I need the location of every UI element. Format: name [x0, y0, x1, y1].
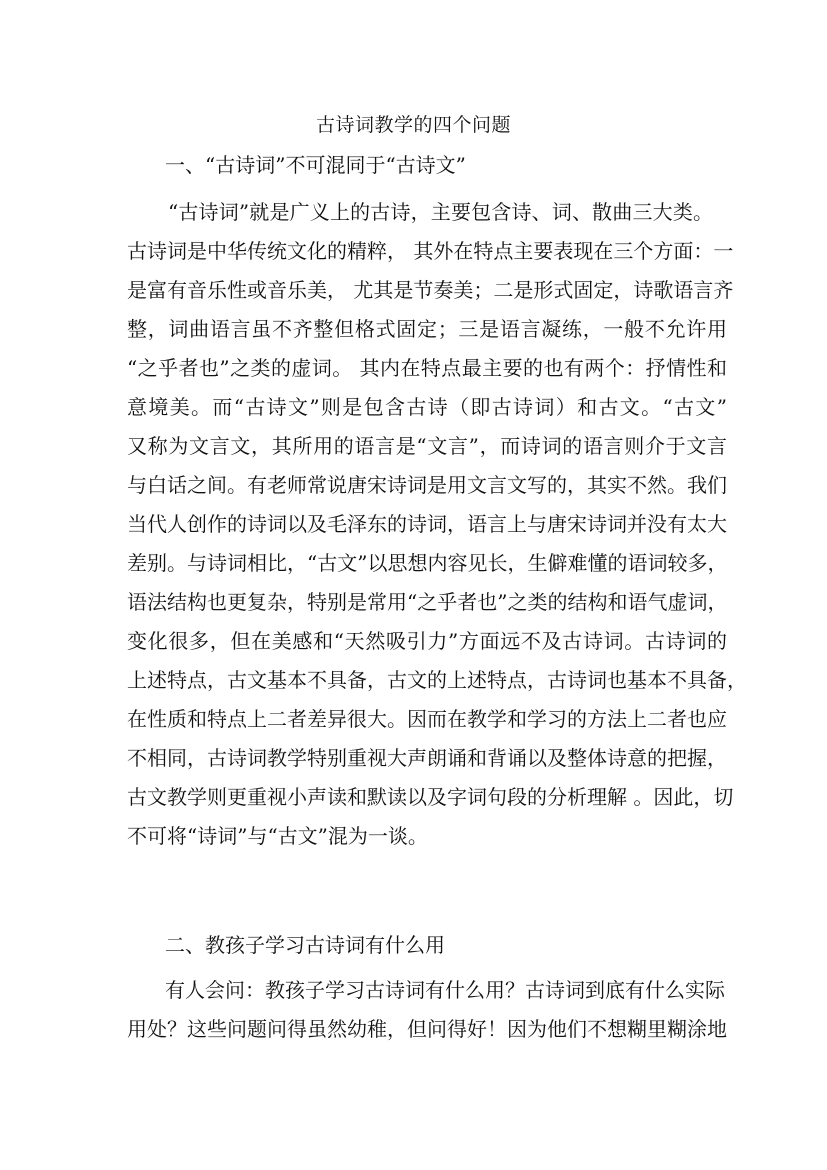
paragraph-line: 意境美。而“古诗文”则是包含古诗（即古诗词）和古文。“古文”: [127, 395, 727, 419]
paragraph-line: “古诗词”就是广义上的古诗，主要包含诗、词、散曲三大类。: [168, 200, 713, 224]
paragraph-line: 整，词曲语言虽不齐整但格式固定；三是语言凝练，一般不允许用: [127, 317, 727, 341]
paragraph-line: 不可将“诗词”与“古文”混为一谈。: [127, 824, 428, 848]
paragraph-line: 有人会问：教孩子学习古诗词有什么用？古诗词到底有什么实际: [165, 978, 725, 1002]
paragraph-line: 用处？这些问题问得虽然幼稚，但问得好！因为他们不想糊里糊涂地: [127, 1017, 727, 1041]
paragraph-line: 又称为文言文，其所用的语言是“文言”，而诗词的语言则介于文言: [127, 434, 727, 458]
paragraph-line: 与白话之间。有老师常说唐宋诗词是用文言文写的，其实不然。我们: [127, 473, 727, 497]
paragraph-line: 在性质和特点上二者差异很大。因而在教学和学习的方法上二者也应: [127, 707, 727, 731]
paragraph-line: 差别。与诗词相比，“古文”以思想内容见长，生僻难懂的语词较多，: [127, 551, 728, 575]
document-title: 古诗词教学的四个问题: [315, 114, 511, 136]
paragraph-line: “之乎者也”之类的虚词。 其内在特点最主要的也有两个：抒情性和: [127, 356, 727, 380]
paragraph-line: 上述特点，古文基本不具备，古文的上述特点，古诗词也基本不具备，: [127, 668, 747, 692]
paragraph-line: 当代人创作的诗词以及毛泽东的诗词，语言上与唐宋诗词并没有太大: [127, 512, 727, 536]
paragraph-line: 不相同，古诗词教学特别重视大声朗诵和背诵以及整体诗意的把握，: [127, 746, 727, 770]
paragraph-line: 古诗词是中华传统文化的精粹， 其外在特点主要表现在三个方面：一: [127, 239, 734, 263]
paragraph-line: 变化很多，但在美感和“天然吸引力”方面远不及古诗词。古诗词的: [127, 629, 727, 653]
paragraph-line: 是富有音乐性或音乐美， 尤其是节奏美；二是形式固定，诗歌语言齐: [127, 278, 734, 302]
section-heading-1: 一、“古诗词”不可混同于“古诗文”: [165, 153, 466, 177]
section-heading-2: 二、教孩子学习古诗词有什么用: [165, 933, 445, 957]
paragraph-line: 语法结构也更复杂，特别是常用“之乎者也”之类的结构和语气虚词，: [127, 590, 728, 614]
paragraph-line: 古文教学则更重视小声读和默读以及字词句段的分析理解 。因此，切: [127, 785, 734, 809]
